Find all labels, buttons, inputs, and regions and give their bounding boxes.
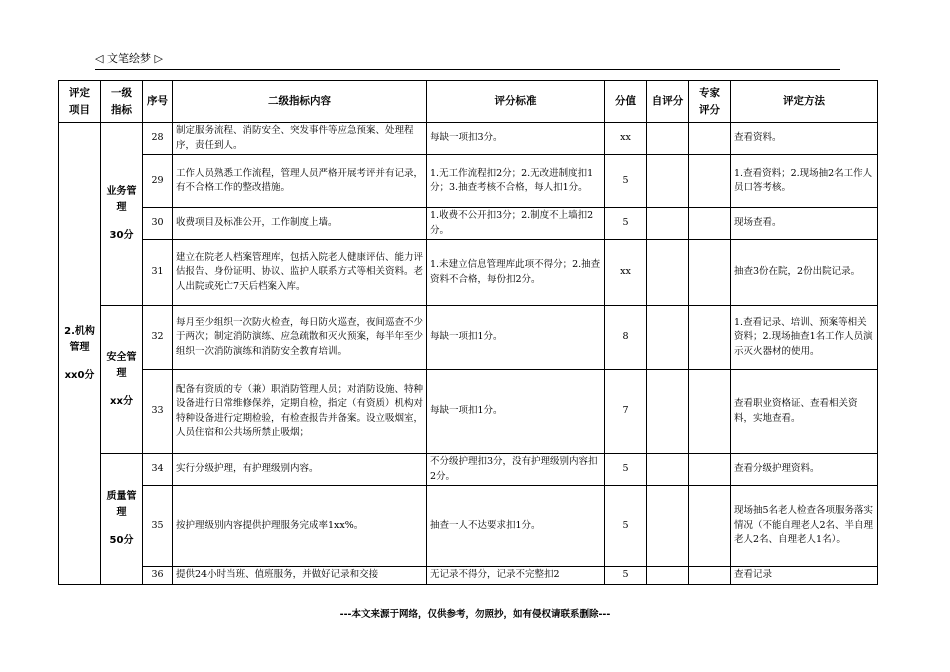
row-content: 提供24小时当班、值班服务，并做好记录和交接 [173,567,427,585]
row-expert-score[interactable] [689,486,731,567]
page-header [95,50,840,70]
row-criteria: 每缺一项扣1分。 [427,370,605,454]
table-row [59,123,878,155]
row-score: 8 [605,306,647,370]
row-self-score[interactable] [647,567,689,585]
row-score: xx [605,240,647,306]
row-score: xx [605,123,647,155]
row-no: 35 [143,486,173,567]
col-header-method: 评定方法 [731,81,878,123]
row-content: 每月至少组织一次防火检查，每日防火巡查，夜间巡查不少于两次；制定消防演练、应急疏散和灭火预案，每半年至少组织一次消防演练和消防安全教育培训。 [173,306,427,370]
row-method: 查看职业资格证、查看相关资料，实地查看。 [731,370,878,454]
col-header-item: 评定 项目 [59,81,101,123]
page-footer: ---本文来源于网络，仅供参考，勿照抄，如有侵权请联系删除--- [339,609,611,620]
row-criteria: 1.收费不公开扣3分；2.制度不上墙扣2分。 [427,208,605,240]
triangle-right-icon: ▷ [154,52,163,65]
triangle-left-icon: ◁ [95,52,104,65]
col-header-no: 序号 [143,81,173,123]
row-expert-score[interactable] [689,208,731,240]
row-criteria: 1.无工作流程扣2分；2.无改进制度扣1分；3.抽查考核不合格，每人扣1分。 [427,155,605,208]
row-method: 查看资料。 [731,123,878,155]
row-self-score[interactable] [647,486,689,567]
table-row [59,370,878,454]
col-header-content: 二级指标内容 [173,81,427,123]
row-expert-score[interactable] [689,370,731,454]
row-score: 5 [605,567,647,585]
evaluation-table [58,80,878,585]
row-score: 5 [605,208,647,240]
row-expert-score[interactable] [689,454,731,486]
table-row [59,486,878,567]
row-content: 配备有资质的专（兼）职消防管理人员；对消防设施、特种设备进行日常维修保养，定期自检，指定（有资质）机构对特种设备进行定期检验，有检查报告并备案。设立吸烟室，人员住宿和公共场所禁止吸烟； [173,370,427,454]
group-cell-quality: 质量管理 50分 [101,454,143,585]
table-row [59,306,878,370]
table-row [59,454,878,486]
col-header-expert-score: 专家 评分 [689,81,731,123]
table-row [59,567,878,585]
row-self-score[interactable] [647,306,689,370]
row-self-score[interactable] [647,208,689,240]
row-criteria: 每缺一项扣3分。 [427,123,605,155]
row-score: 5 [605,486,647,567]
col-header-score: 分值 [605,81,647,123]
row-expert-score[interactable] [689,240,731,306]
row-no: 33 [143,370,173,454]
row-expert-score[interactable] [689,123,731,155]
row-no: 30 [143,208,173,240]
row-method: 查看分级护理资料。 [731,454,878,486]
row-no: 29 [143,155,173,208]
group-cell-safety: 安全管理 xx分 [101,306,143,454]
row-method: 现场抽5名老人检查各项服务落实情况（不能自理老人2名、半自理老人2名、自理老人1名）。 [731,486,878,567]
col-header-level1: 一级 指标 [101,81,143,123]
row-criteria: 不分级护理扣3分，没有护理级别内容扣2分。 [427,454,605,486]
row-expert-score[interactable] [689,567,731,585]
row-no: 32 [143,306,173,370]
row-method: 1.查看记录、培训、预案等相关资料；2.现场抽查1名工作人员演示灭火器材的使用。 [731,306,878,370]
table-row [59,155,878,208]
row-method: 抽查3份在院，2份出院记录。 [731,240,878,306]
row-content: 建立在院老人档案管理库，包括入院老人健康评估、能力评估报告、身份证明、协议、监护人联系方式等相关资料。老人出院或死亡7天后档案入库。 [173,240,427,306]
row-content: 制定服务流程、消防安全、突发事件等应急预案、处理程序，责任到人。 [173,123,427,155]
row-content: 按护理级别内容提供护理服务完成率1xx%。 [173,486,427,567]
row-self-score[interactable] [647,123,689,155]
row-self-score[interactable] [647,155,689,208]
group-cell-business: 业务管理 30分 [101,123,143,306]
col-header-self-score: 自评分 [647,81,689,123]
row-content: 实行分级护理，有护理级别内容。 [173,454,427,486]
row-self-score[interactable] [647,454,689,486]
row-content: 工作人员熟悉工作流程，管理人员严格开展考评并有记录，有不合格工作的整改措施。 [173,155,427,208]
row-score: 5 [605,454,647,486]
header-divider [95,69,840,70]
row-expert-score[interactable] [689,306,731,370]
row-criteria: 无记录不得分，记录不完整扣2 [427,567,605,585]
row-self-score[interactable] [647,240,689,306]
row-self-score[interactable] [647,370,689,454]
category-cell: 2.机构管理 xx0分 [59,123,101,585]
row-criteria: 每缺一项扣1分。 [427,306,605,370]
row-method: 现场查看。 [731,208,878,240]
row-score: 7 [605,370,647,454]
table-row [59,208,878,240]
row-score: 5 [605,155,647,208]
row-expert-score[interactable] [689,155,731,208]
col-header-criteria: 评分标准 [427,81,605,123]
row-method: 查看记录 [731,567,878,585]
header-title: 文笔绘梦 [106,52,151,65]
table-row [59,240,878,306]
row-no: 28 [143,123,173,155]
row-criteria: 1.未建立信息管理库此项不得分；2.抽查资料不合格，每份扣2分。 [427,240,605,306]
row-no: 31 [143,240,173,306]
row-criteria: 抽查一人不达要求扣1分。 [427,486,605,567]
table-header-row [59,81,878,123]
row-method: 1.查看资料；2.现场抽2名工作人员口答考核。 [731,155,878,208]
row-content: 收费项目及标准公开，工作制度上墙。 [173,208,427,240]
row-no: 34 [143,454,173,486]
row-no: 36 [143,567,173,585]
